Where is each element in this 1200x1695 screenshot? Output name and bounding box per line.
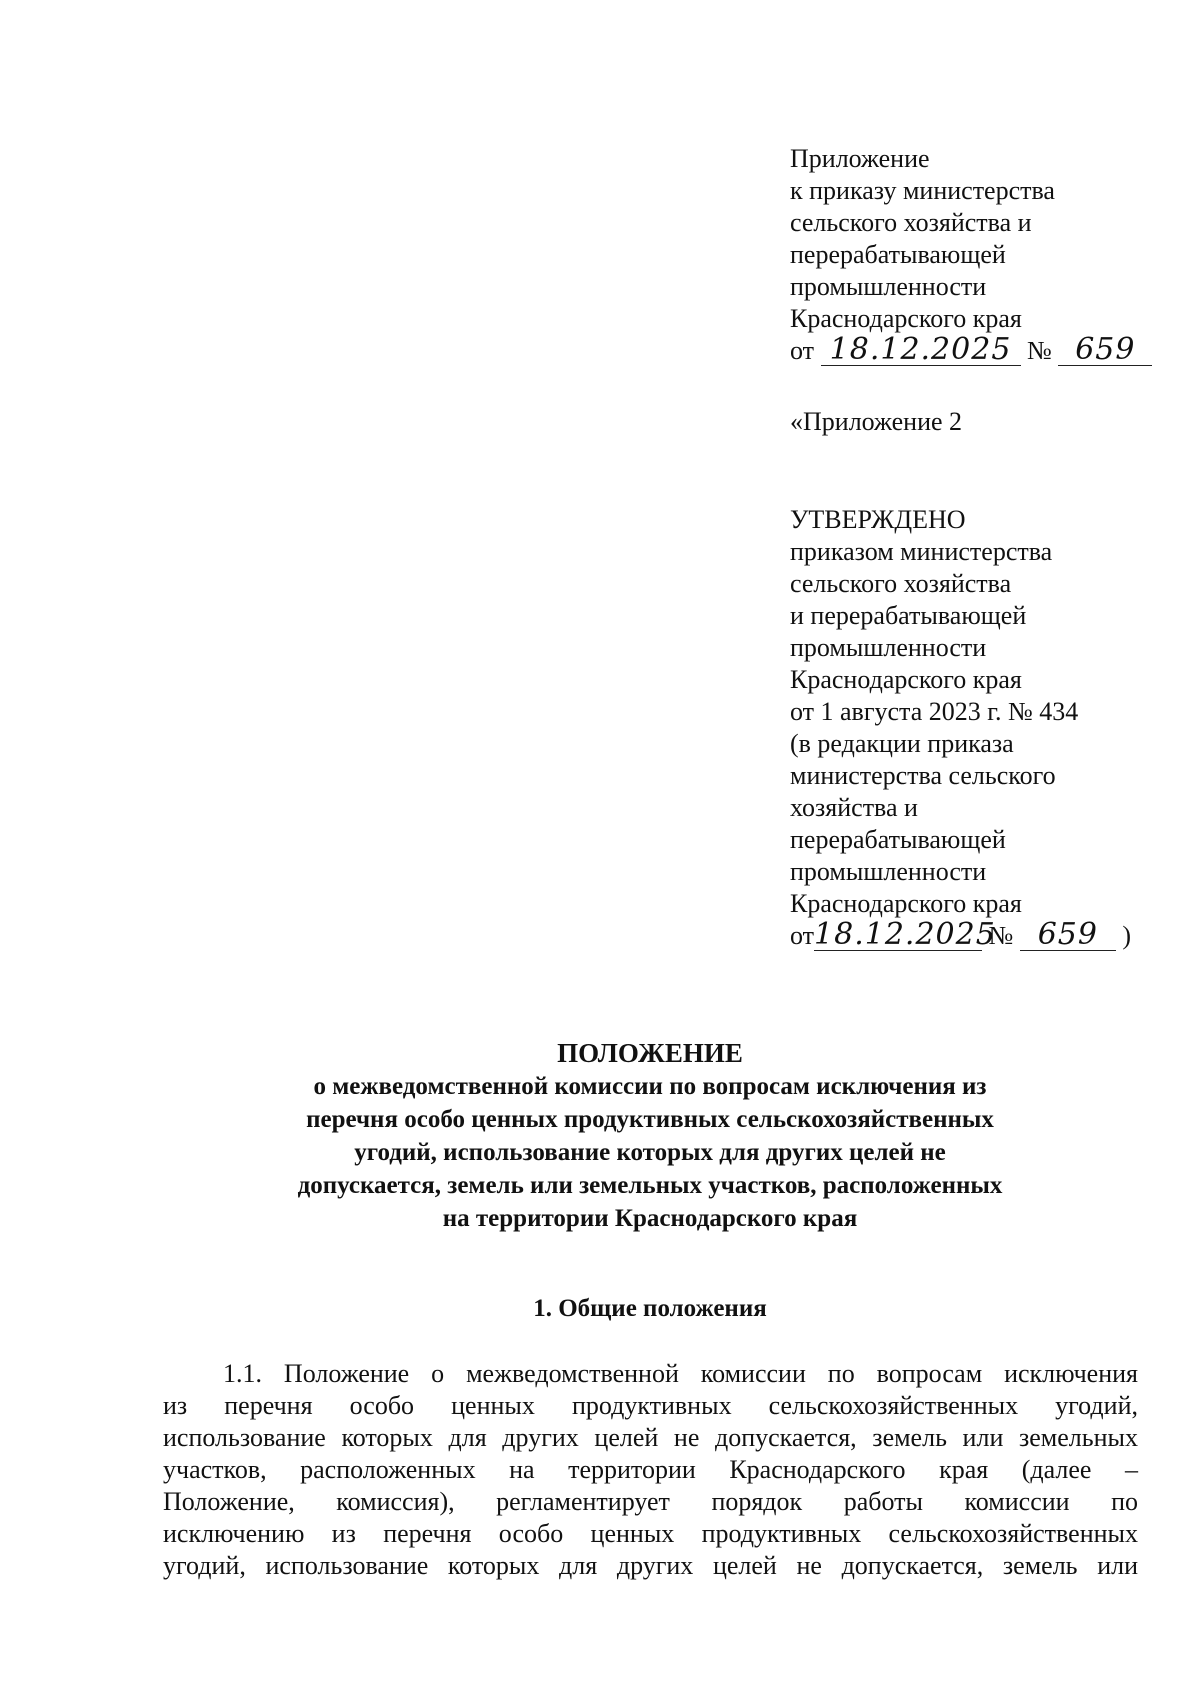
appendix-date-line <box>790 332 1152 367</box>
body-line: использование которых для других целей не допускается, земель или земельных <box>163 1423 1138 1452</box>
section-body <box>163 1358 1138 1582</box>
approved-line: от 1 августа 2023 г. № 434 <box>790 697 1079 726</box>
from-label: от <box>790 336 815 365</box>
title-line: угодий, использование которых для других целей не <box>354 1139 946 1166</box>
title-line: на территории Краснодарского края <box>442 1205 858 1232</box>
number-label: № <box>1027 336 1052 365</box>
appendix-block <box>790 143 1152 367</box>
approved-block <box>790 504 1131 952</box>
approved-line: министерства сельского <box>790 761 1056 790</box>
approved-line: хозяйства и <box>790 793 918 822</box>
handwritten-date: 18.12.2025 <box>814 917 996 952</box>
closing-paren: ) <box>1122 921 1132 950</box>
approved-line: УТВЕРЖДЕНО <box>790 505 966 534</box>
body-line: 1.1. Положение о межведомственной комиссии по вопросам исключения <box>223 1359 1138 1388</box>
title-line: о межведомственной комиссии по вопросам исключения из <box>313 1073 987 1100</box>
approved-line: Краснодарского края <box>790 889 1022 918</box>
approved-line: Краснодарского края <box>790 665 1022 694</box>
body-line: исключению из перечня особо ценных продуктивных сельскохозяйственных <box>163 1519 1138 1548</box>
title-main: ПОЛОЖЕНИЕ <box>557 1038 743 1068</box>
body-line: участков, расположенных на территории Краснодарского края (далее – <box>163 1455 1138 1484</box>
title-line: перечня особо ценных продуктивных сельскохозяйственных <box>306 1106 994 1133</box>
body-line: Положение, комиссия), регламентирует порядок работы комиссии по <box>163 1487 1138 1516</box>
handwritten-date: 18.12.2025 <box>821 335 1021 366</box>
approved-line: (в редакции приказа <box>790 729 1014 758</box>
approved-line: промышленности <box>790 633 987 662</box>
approved-line: сельского хозяйства <box>790 569 1012 598</box>
title-line: допускается, земель или земельных участков, расположенных <box>297 1172 1003 1199</box>
handwritten-number: 659 <box>1058 335 1152 366</box>
number-label: № <box>988 921 1014 950</box>
handwritten-number: 659 <box>1020 920 1116 951</box>
approved-line: и перерабатывающей <box>790 601 1027 630</box>
approved-line: перерабатывающей <box>790 825 1006 854</box>
from-label: от <box>790 921 815 950</box>
approved-date-line <box>790 917 1132 952</box>
appendix-line: Краснодарского края <box>790 304 1022 333</box>
appendix-line: перерабатывающей <box>790 240 1006 269</box>
appendix-line: Приложение <box>790 144 930 173</box>
approved-line: приказом министерства <box>790 537 1053 566</box>
approved-line: промышленности <box>790 857 987 886</box>
appendix-line: к приказу министерства <box>790 176 1055 205</box>
appendix-line: промышленности <box>790 272 987 301</box>
body-line: угодий, использование которых для других целей не допускается, земель или <box>163 1551 1138 1580</box>
document-title <box>160 1037 1140 1235</box>
appendix-line: сельского хозяйства и <box>790 208 1032 237</box>
body-line: из перечня особо ценных продуктивных сельскохозяйственных угодий, <box>163 1391 1138 1420</box>
section-heading: 1. Общие положения <box>533 1295 767 1322</box>
previous-appendix-label: «Приложение 2 <box>790 407 963 436</box>
